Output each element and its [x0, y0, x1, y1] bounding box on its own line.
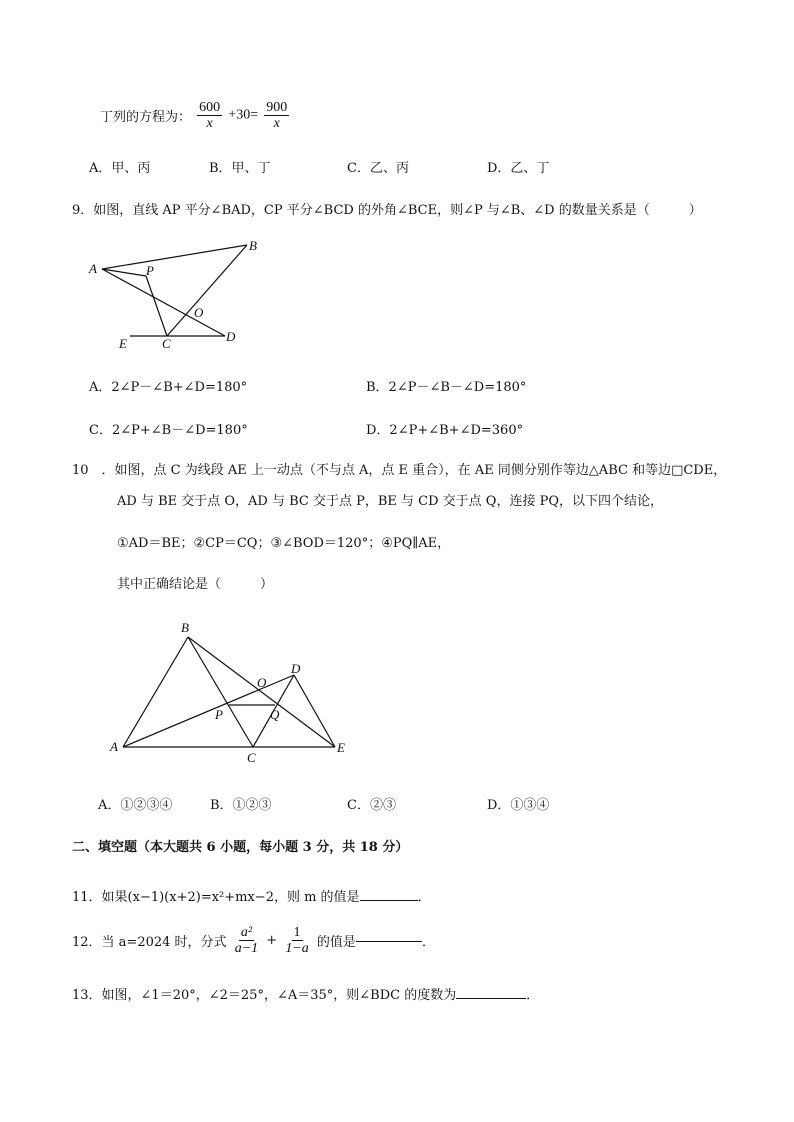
q13-answer-blank[interactable] [456, 997, 526, 999]
q9-option-c: C．2∠P+∠B－∠D=180° [89, 423, 248, 438]
q8-fraction-2 [264, 100, 289, 131]
q10-line-4: 其中正确结论是（ ） [117, 577, 274, 592]
q9-label-d: D [226, 329, 236, 344]
q12-num1: a² [240, 925, 253, 940]
q8-num1: 600 [199, 100, 221, 115]
q12-num2: 1 [293, 925, 301, 940]
q10-label-a: A [110, 739, 118, 754]
q10-segment-de [294, 675, 335, 747]
q10-option-a: A．①②③④ [98, 798, 173, 813]
q10-line-3: ①AD＝BE；②CP＝CQ；③∠BOD＝120°；④PQ∥AE， [117, 536, 451, 551]
q12-fraction-2 [283, 925, 310, 956]
q12-answer-blank[interactable] [356, 940, 422, 942]
q10-label-p: P [215, 707, 223, 722]
q11-text: 11．如果(x−1)(x+2)=x²+mx−2，则 m 的值是 [72, 890, 360, 905]
q13-end: ． [526, 988, 540, 1003]
q9-label-e: E [119, 336, 127, 351]
q8-option-d: D．乙、丁 [487, 161, 550, 176]
q10-label-o: O [257, 675, 267, 690]
q9-stem: 9．如图，直线 AP 平分∠BAD，CP 平分∠BCD 的外角∠BCE，则∠P 与∠B、∠D 的数量关系是（ ） [72, 203, 702, 218]
q10-label-e: E [337, 740, 345, 755]
q11-line [72, 886, 431, 905]
q9-option-d: D．2∠P+∠B+∠D=360° [366, 423, 524, 438]
q8-fraction-1 [197, 100, 222, 131]
q10-segment-ad [123, 675, 294, 747]
q13-line [72, 984, 539, 1003]
q10-label-q: Q [270, 707, 280, 722]
q8-option-b: B．甲、丁 [209, 161, 271, 176]
q8-option-a: A．甲、丙 [89, 161, 151, 176]
q10-option-c: C．②③ [347, 798, 396, 813]
q10-option-b: B．①②③ [210, 798, 272, 813]
q11-end: ． [417, 890, 431, 905]
q9-label-a: A [89, 261, 97, 276]
q12-den2: 1−a [285, 941, 309, 956]
q12-line [72, 925, 435, 956]
q10-segment-bc [188, 637, 253, 747]
q9-option-a: A．2∠P－∠B+∠D=180° [89, 380, 248, 395]
q10-label-b: B [181, 620, 189, 635]
q12-plus: + [266, 933, 278, 948]
q9-option-b: B．2∠P－∠B－∠D=180° [366, 380, 527, 395]
q12-suffix: 的值是 [316, 935, 356, 950]
q12-den1: a−1 [234, 941, 259, 956]
q12-end: ． [421, 935, 435, 950]
q9-segment-ab [102, 245, 247, 269]
q9-segment-pc [146, 276, 167, 336]
q12-fraction-1 [233, 925, 260, 956]
q9-label-p: P [146, 263, 154, 278]
q9-figure [80, 230, 280, 355]
q12-prefix: 12．当 a=2024 时，分式 [72, 935, 227, 950]
q9-segment-bc [167, 245, 247, 336]
q9-label-c: C [162, 336, 171, 351]
q10-segment-be [188, 637, 335, 747]
q8-plus30: +30= [228, 107, 259, 123]
q8-num2: 900 [266, 100, 288, 115]
q10-segment-ab [123, 637, 188, 747]
q10-figure [105, 615, 365, 770]
q9-label-b: B [249, 238, 257, 253]
q13-text: 13．如图，∠1＝20°，∠2＝25°，∠A＝35°，则∠BDC 的度数为 [72, 988, 457, 1003]
q9-label-o: O [194, 305, 204, 320]
q10-option-d: D．①③④ [487, 798, 550, 813]
q10-label-c: C [247, 750, 256, 765]
q8-option-c: C．乙、丙 [347, 161, 409, 176]
q11-answer-blank[interactable] [360, 899, 418, 901]
q10-label-d: D [291, 661, 301, 676]
q10-line-2: AD 与 BE 交于点 O，AD 与 BC 交于点 P，BE 与 CD 交于点 Q，连接 PQ，以下四个结论， [117, 494, 664, 509]
q8-den2: x [273, 116, 280, 131]
q8-ding-equation [100, 100, 291, 131]
section-2-heading: 二、填空题（本大题共 6 小题，每小题 3 分，共 18 分） [72, 840, 409, 855]
q8-den1: x [206, 116, 213, 131]
q8-ding-label: 丁列的方程为： [100, 110, 192, 125]
q10-line-1: 10 ．如图，点 C 为线段 AE 上一动点（不与点 A，点 E 重合），在 AE 同侧分别作等边△ABC 和等边□CDE， [72, 463, 727, 478]
